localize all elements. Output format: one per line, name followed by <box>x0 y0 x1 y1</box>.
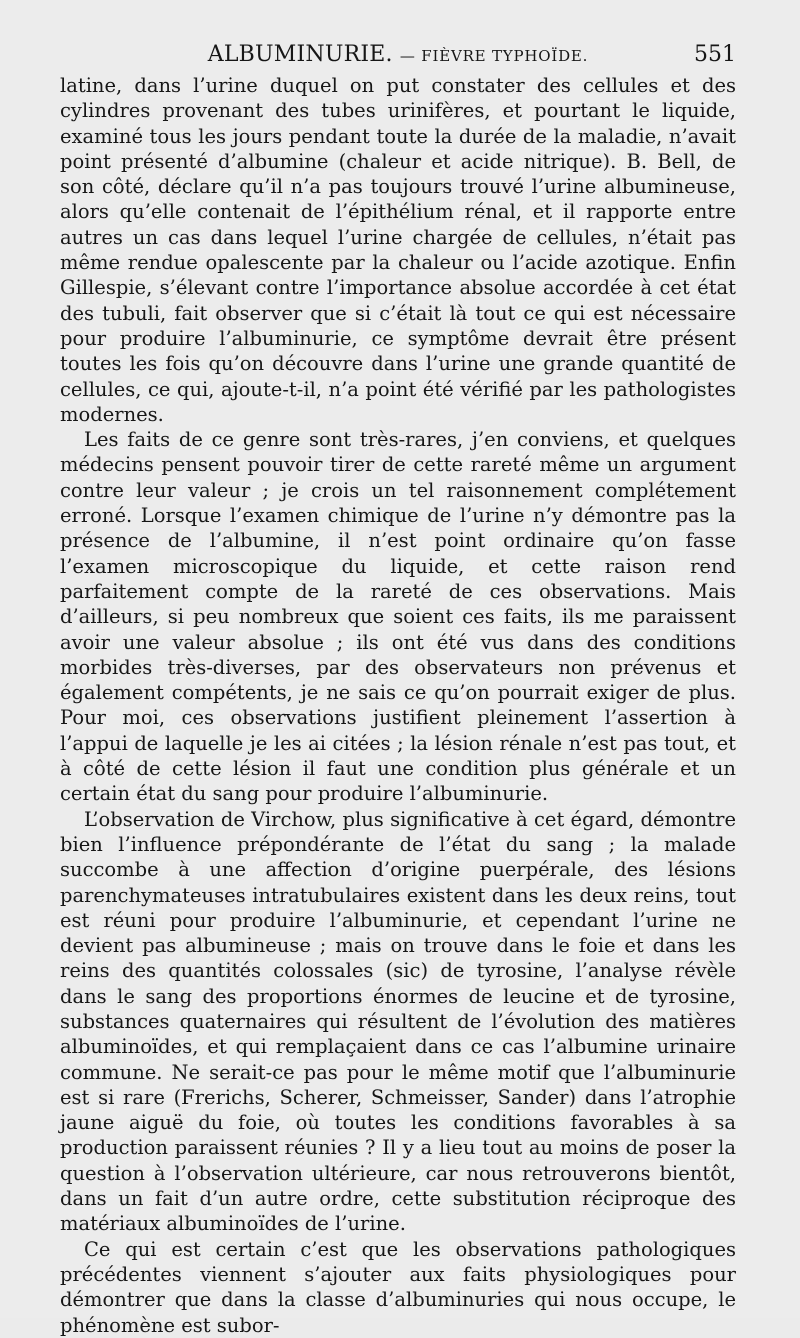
running-title <box>60 40 736 71</box>
paragraph-1: latine, dans l’urine duquel on put constater des cellules et des cylindres provenant des tubes urinifères, et pourtant le liquide, examiné tous les jours pendant toute la durée de la maladie, n’avait point présenté d’albumine (chaleur et acide nitrique). B. Bell, de son côté, déclare qu’il n’a pas toujours trouvé l’urine albumineuse, alors qu’elle contenait de l’épithélium rénal, et il rapporte entre autres un cas dans lequel l’urine chargée de cellules, n’était pas même rendue opalescente par la chaleur ou l’acide azotique. Enfin Gillespie, s’élevant contre l’importance absolue accordée à cet état des tubuli, fait observer que si c’était là tout ce qui est nécessaire pour produire l’albuminurie, ce symptôme devrait être présent toutes les fois qu’on découvre dans l’urine une grande quantité de cellules, ce qui, ajoute-t-il, n’a point été vérifié par les pathologistes modernes. <box>60 74 736 426</box>
running-title-sub: — FIÈVRE TYPHOÏDE. <box>399 47 589 65</box>
paragraph-3: L’observation de Virchow, plus significative à cet égard, démontre bien l’influence prépondérante de l’état du sang ; la malade succombe à une affection d’origine puerpérale, des lésions parenchymateuses intratubulaires existent dans les deux reins, tout est réuni pour produire l’albuminurie, et cependant l’urine ne devient pas albumineuse ; mais on trouve dans le foie et dans les reins des quantités colossales (sic) de tyrosine, l’analyse révèle dans le sang des proportions énormes de leucine et de tyrosine, substances quaternaires qui résultent de l’évolution des matières albuminoïdes, et qui remplaçaient dans ce cas l’albumine urinaire commune. Ne serait-ce pas pour le même motif que l’albuminurie est si rare (Frerichs, Scherer, Schmeisser, Sander) dans l’atrophie jaune aiguë du foie, où toutes les conditions favorables à sa production paraissent réunies ? Il y a lieu tout au moins de poser la question à l’observation ultérieure, car nous retrouverons bientôt, dans un fait d’un autre ordre, cette substitution réciproque des matériaux albuminoïdes de l’urine. <box>60 807 736 1236</box>
running-head <box>60 40 736 70</box>
body-text <box>60 73 736 1338</box>
page-number: 551 <box>694 42 736 67</box>
running-title-main: ALBUMINURIE. <box>207 42 393 67</box>
paragraph-2: Les faits de ce genre sont très-rares, j’en conviens, et quelques médecins pensent pouvoir tirer de cette rareté même un argument contre leur valeur ; je crois un tel raisonnement complétement erroné. Lorsque l’examen chimique de l’urine n’y démontre pas la présence de l’albumine, il n’est point ordinaire qu’on fasse l’examen microscopique du liquide, et cette raison rend parfaitement compte de la rareté de ces observations. Mais d’ailleurs, si peu nombreux que soient ces faits, ils me paraissent avoir une valeur absolue ; ils ont été vus dans des conditions morbides très-diverses, par des observateurs non prévenus et également compétents, je ne sais ce qu’on pourrait exiger de plus. Pour moi, ces observations justifient pleinement l’assertion à l’appui de laquelle je les ai citées ; la lésion rénale n’est pas tout, et à côté de cette lésion il faut une condition plus générale et un certain état du sang pour produire l’albuminurie. <box>60 428 736 806</box>
paragraph-4: Ce qui est certain c’est que les observations pathologiques précédentes viennent s’ajouter aux faits physiologiques pour démontrer que dans la classe d’albuminuries qui nous occupe, le phénomène est subor- <box>60 1237 736 1337</box>
